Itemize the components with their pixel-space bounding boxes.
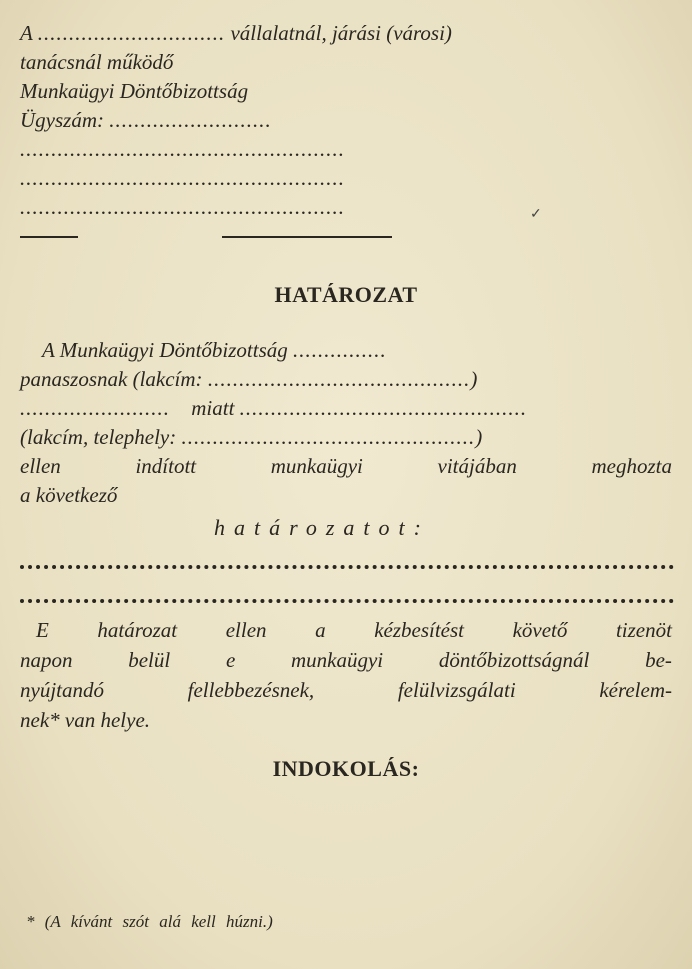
committee-blank: ............... [293,338,387,362]
subject-blank-2: .............................................. [239,396,528,420]
reasoning-title: INDOKOLÁS: [272,756,420,781]
notice-word: ellen [225,618,267,642]
body-line-3 [20,395,527,421]
notice-word: kézbesítést [374,618,464,642]
header-company-blank: .............................. [37,21,226,45]
header-blank-line-3: .................................................... [20,195,345,219]
notice-word: belül [128,648,171,672]
notice-line-1 [36,617,672,643]
header-blank-line-2: .................................................... [20,166,345,190]
header-company-suffix: vállalatnál, járási (városi) [230,21,452,45]
header-line-3: Munkaügyi Döntőbizottság [20,79,249,103]
notice-word: döntőbizottságnál [438,648,590,672]
body-line-5 [20,453,672,479]
header-line-2: tanácsnál működő [20,50,174,74]
decision-blank-line-1 [20,565,674,569]
notice-word: munkaügyi [290,648,384,672]
reason-word: miatt [191,396,235,420]
header-rule-right [222,236,392,238]
notice-word: felülvizsgálati [397,678,516,702]
subject-blank-1: ........................ [20,396,170,420]
document-title: HATÁROZAT [274,282,418,307]
notice-line-3 [20,677,672,703]
notice-line-2 [20,647,672,673]
body-line-6: a következő [20,483,118,507]
notice-word: be- [645,648,672,672]
header-a: A [20,21,33,45]
body-line-1 [42,337,387,363]
body-word: meghozta [591,454,672,478]
header-line-1 [20,20,452,46]
respondent-address-blank: ...............................................) [181,425,484,449]
notice-word: határozat [97,618,178,642]
case-number-label: Ügyszám: [20,108,104,132]
decision-blank-line-2 [20,599,674,603]
notice-line-4: nek* van helye. [20,708,151,732]
notice-word: a [315,618,326,642]
body-word: vitájában [437,454,517,478]
decision-heading: határozatot: [214,515,430,540]
footnote: * (A kívánt szót alá kell húzni.) [26,912,273,931]
body-word: indított [135,454,197,478]
complainant-label: panaszosnak (lakcím: [20,367,203,391]
header-line-4 [20,107,272,133]
body-line-2 [20,366,478,392]
body-word: ellen [20,454,61,478]
case-number-blank: .......................... [109,108,272,132]
notice-word: E [36,618,49,642]
header-rule-left [20,236,78,238]
notice-word: kérelem- [599,678,672,702]
body-line-4 [20,424,483,450]
notice-word: napon [20,648,73,672]
notice-word: fellebbezésnek, [187,678,315,702]
notice-word: követő [512,618,568,642]
notice-word: tizenöt [615,618,672,642]
notice-word: e [225,648,236,672]
complainant-address-blank: ..........................................) [207,367,479,391]
body-word: munkaügyi [270,454,363,478]
check-mark: ✓ [530,206,542,222]
header-blank-line-1: .................................................... [20,137,345,161]
respondent-label: (lakcím, telephely: [20,425,177,449]
committee-name: A Munkaügyi Döntőbizottság [42,338,288,362]
notice-word: nyújtandó [20,678,104,702]
